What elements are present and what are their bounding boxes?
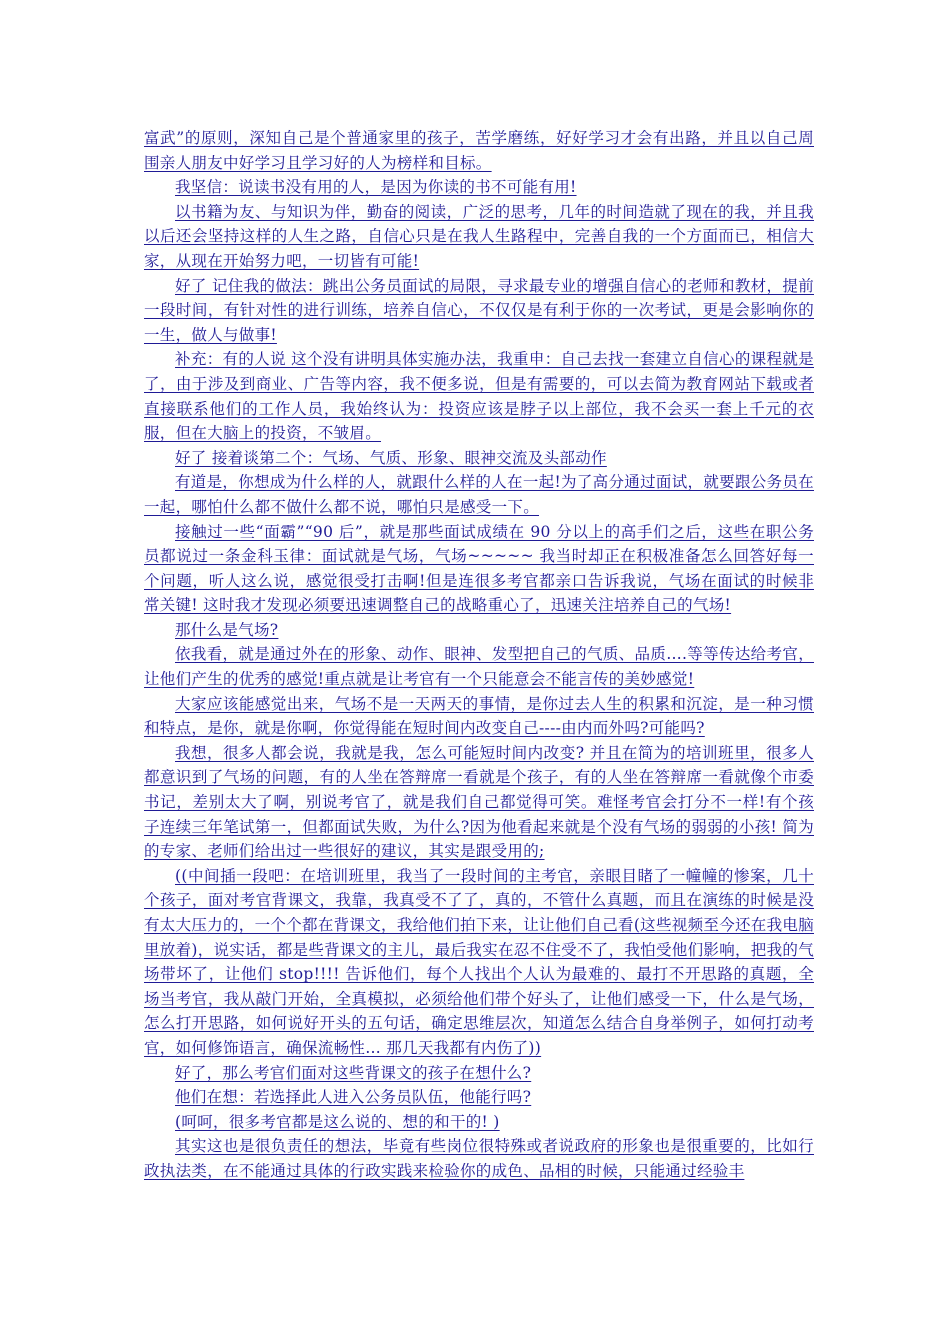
paragraph: 接触过一些“面霸”“90 后”，就是那些面试成绩在 90 分以上的高手们之后，这些在职公务员都说过一条金科玉律：面试就是气场，气场~~~~~ 我当时却正在积极准备怎么回答好每一个问题，听人这么说，感觉很受打击啊!但是连很多考官都亲口告诉我说，气场在面试的时候非常关键! 这时我才发现必须要迅速调整自己的战略重心了，迅速关注培养自己的气场! [144, 522, 814, 615]
paragraph: 依我看，就是通过外在的形象、动作、眼神、发型把自己的气质、品质….等等传达给考官，让他们产生的优秀的感觉!重点就是让考官有一个只能意会不能言传的美妙感觉! [144, 645, 814, 689]
paragraph: 我坚信：说读书没有用的人，是因为你读的书不可能有用! [175, 178, 577, 197]
paragraph: 好了 记住我的做法：跳出公务员面试的局限，寻求最专业的增强自信心的老师和教材，提前一段时间，有针对性的进行训练，培养自信心，不仅仅是有利于你的一次考试，更是会影响你的一生，做人与做事! [144, 276, 814, 344]
paragraph: 补充：有的人说 这个没有讲明具体实施办法，我重申：自己去找一套建立自信心的课程就是了，由于涉及到商业、广告等内容，我不便多说，但是有需要的，可以去简为教育网站下载或者直接联系他们的工作人员，我始终认为：投资应该是脖子以上部位，我不会买一套上千元的衣服，但在大脑上的投资，不皱眉。 [144, 350, 814, 443]
paragraph: 他们在想：若选择此人进入公务员队伍，他能行吗? [175, 1088, 532, 1107]
paragraph: 我想，很多人都会说，我就是我，怎么可能短时间内改变? 并且在简为的培训班里，很多人都意识到了气场的问题，有的人坐在答辩席一看就是个孩子，有的人坐在答辩席一看就像个市委书记，差别太大了啊，别说考官了，就是我们自己都觉得可笑。难怪考官会打分不一样!有个孩子连续三年笔试第一，但都面试失败，为什么?因为他看起来就是个没有气场的弱弱的小孩! 简为的专家、老师们给出过一些很好的建议，其实是跟受用的; [144, 743, 814, 861]
section-heading: 好了 接着谈第二个：气场、气质、形象、眼神交流及头部动作 [175, 448, 607, 467]
paragraph: ((中间插一段吧：在培训班里，我当了一段时间的主考官，亲眼目睹了一幢幢的惨案，几十个孩子，面对考官背课文，我靠，我真受不了了，真的，不管什么真题，而且在演练的时候是没有太大压力的，一个个都在背课文，我给他们拍下来，让让他们自己看(这些视频至今还在我电脑里放着)，说实话，都是些背课文的主儿，最后我实在忍不住受不了，我怕受他们影响，把我的气场带坏了，让他们 stop!!!! 告诉他们，每个人找出个人认为最难的、最打不开思路的真题，全场当考官，我从敲门开始，全真模拟，必须给他们带个好头了，让他们感受一下，什么是气场，怎么打开思路，如何说好开头的五句话，确定思维层次，知道怎么结合自身举例子，如何打动考官，如何修饰语言，确保流畅性… 那几天我都有内伤了)) [144, 866, 814, 1057]
paragraph-continuation: 富武”的原则，深知自己是个普通家里的孩子，苦学磨练，好好学习才会有出路，并且以自己周围亲人朋友中好学习且学习好的人为榜样和目标。 [144, 129, 814, 172]
paragraph: 其实这也是很负责任的想法，毕竟有些岗位很特殊或者说政府的形象也是很重要的，比如行政执法类，在不能通过具体的行政实践来检验你的成色、品相的时候，只能通过经验丰 [144, 1137, 814, 1180]
paragraph: (呵呵，很多考官都是这么说的、想的和干的! ) [175, 1112, 500, 1131]
document-body [144, 126, 814, 1184]
paragraph: 有道是，你想成为什么样的人，就跟什么样的人在一起!为了高分通过面试，就要跟公务员在一起，哪怕什么都不做什么都不说，哪怕只是感受一下。 [144, 473, 814, 516]
paragraph: 以书籍为友、与知识为伴，勤奋的阅读，广泛的思考，几年的时间造就了现在的我，并且我以后还会坚持这样的人生之路，自信心只是在我人生路程中，完善自我的一个方面而已，相信大家，从现在开始努力吧，一切皆有可能! [144, 202, 814, 270]
paragraph: 那什么是气场? [175, 620, 279, 639]
paragraph: 大家应该能感觉出来，气场不是一天两天的事情，是你过去人生的积累和沉淀，是一种习惯和特点，是你，就是你啊，你觉得能在短时间内改变自己----由内而外吗?可能吗? [144, 694, 814, 738]
paragraph: 好了，那么考官们面对这些背课文的孩子在想什么? [175, 1063, 532, 1082]
